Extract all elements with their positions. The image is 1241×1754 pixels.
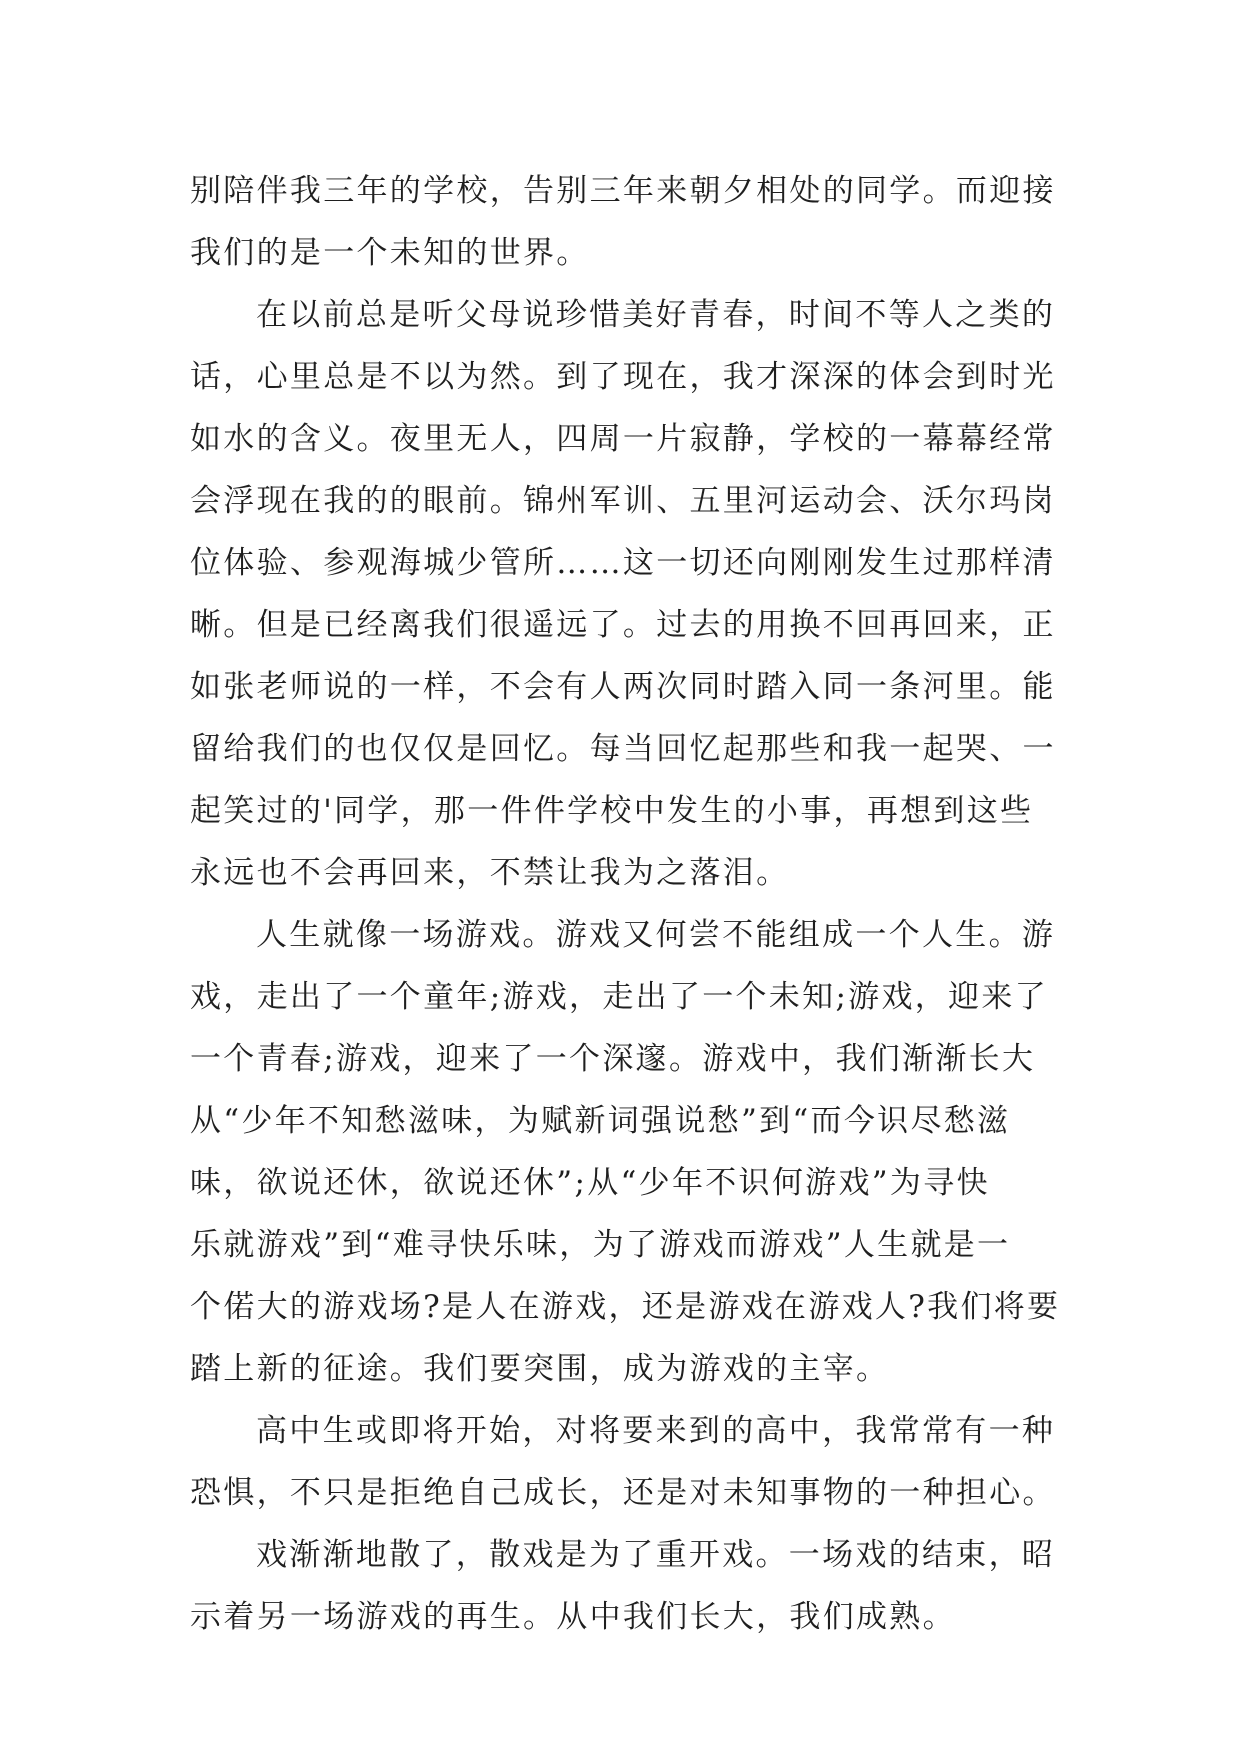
text-line: 人生就像一场游戏。游戏又何尝不能组成一个人生。游 <box>256 917 1056 953</box>
text-line: 话，心里总是不以为然。到了现在，我才深深的体会到时光 <box>190 359 1056 395</box>
text-line: 踏上新的征途。我们要突围，成为游戏的主宰。 <box>190 1351 890 1387</box>
text-line: 个偌大的游戏场?是人在游戏，还是游戏在游戏人?我们将要 <box>190 1289 1061 1325</box>
text-line: 味，欲说还休，欲说还休”;从“少年不识何游戏”为寻快 <box>190 1165 990 1201</box>
text-line: 高中生或即将开始，对将要来到的高中，我常常有一种 <box>256 1413 1056 1449</box>
text-line: 永远也不会再回来，不禁让我为之落泪。 <box>190 855 790 891</box>
text-line: 会浮现在我的的眼前。锦州军训、五里河运动会、沃尔玛岗 <box>190 483 1056 519</box>
text-line: 戏，走出了一个童年;游戏，走出了一个未知;游戏，迎来了 <box>190 979 1048 1015</box>
text-line: 乐就游戏”到“难寻快乐味，为了游戏而游戏”人生就是一 <box>190 1227 1011 1263</box>
text-line: 位体验、参观海城少管所……这一切还向刚刚发生过那样清 <box>190 545 1056 581</box>
text-line: 起笑过的'同学，那一件件学校中发生的小事，再想到这些 <box>190 793 1034 829</box>
text-line: 晰。但是已经离我们很遥远了。过去的用换不回再回来，正 <box>190 607 1056 643</box>
text-line: 示着另一场游戏的再生。从中我们长大，我们成熟。 <box>190 1599 956 1635</box>
text-line: 一个青春;游戏，迎来了一个深邃。游戏中，我们渐渐长大 <box>190 1041 1036 1077</box>
text-line: 留给我们的也仅仅是回忆。每当回忆起那些和我一起哭、一 <box>190 731 1056 767</box>
text-line: 如张老师说的一样，不会有人两次同时踏入同一条河里。能 <box>190 669 1056 705</box>
text-line: 如水的含义。夜里无人，四周一片寂静，学校的一幕幕经常 <box>190 421 1056 457</box>
text-line: 恐惧，不只是拒绝自己成长，还是对未知事物的一种担心。 <box>190 1475 1056 1511</box>
essay-body <box>190 160 1070 1648</box>
text-line: 我们的是一个未知的世界。 <box>190 235 590 271</box>
text-line: 在以前总是听父母说珍惜美好青春，时间不等人之类的 <box>256 297 1056 333</box>
text-line: 戏渐渐地散了，散戏是为了重开戏。一场戏的结束，昭 <box>256 1537 1056 1573</box>
text-line: 从“少年不知愁滋味，为赋新词强说愁”到“而今识尽愁滋 <box>190 1103 1011 1139</box>
text-line: 别陪伴我三年的学校，告别三年来朝夕相处的同学。而迎接 <box>190 173 1056 209</box>
